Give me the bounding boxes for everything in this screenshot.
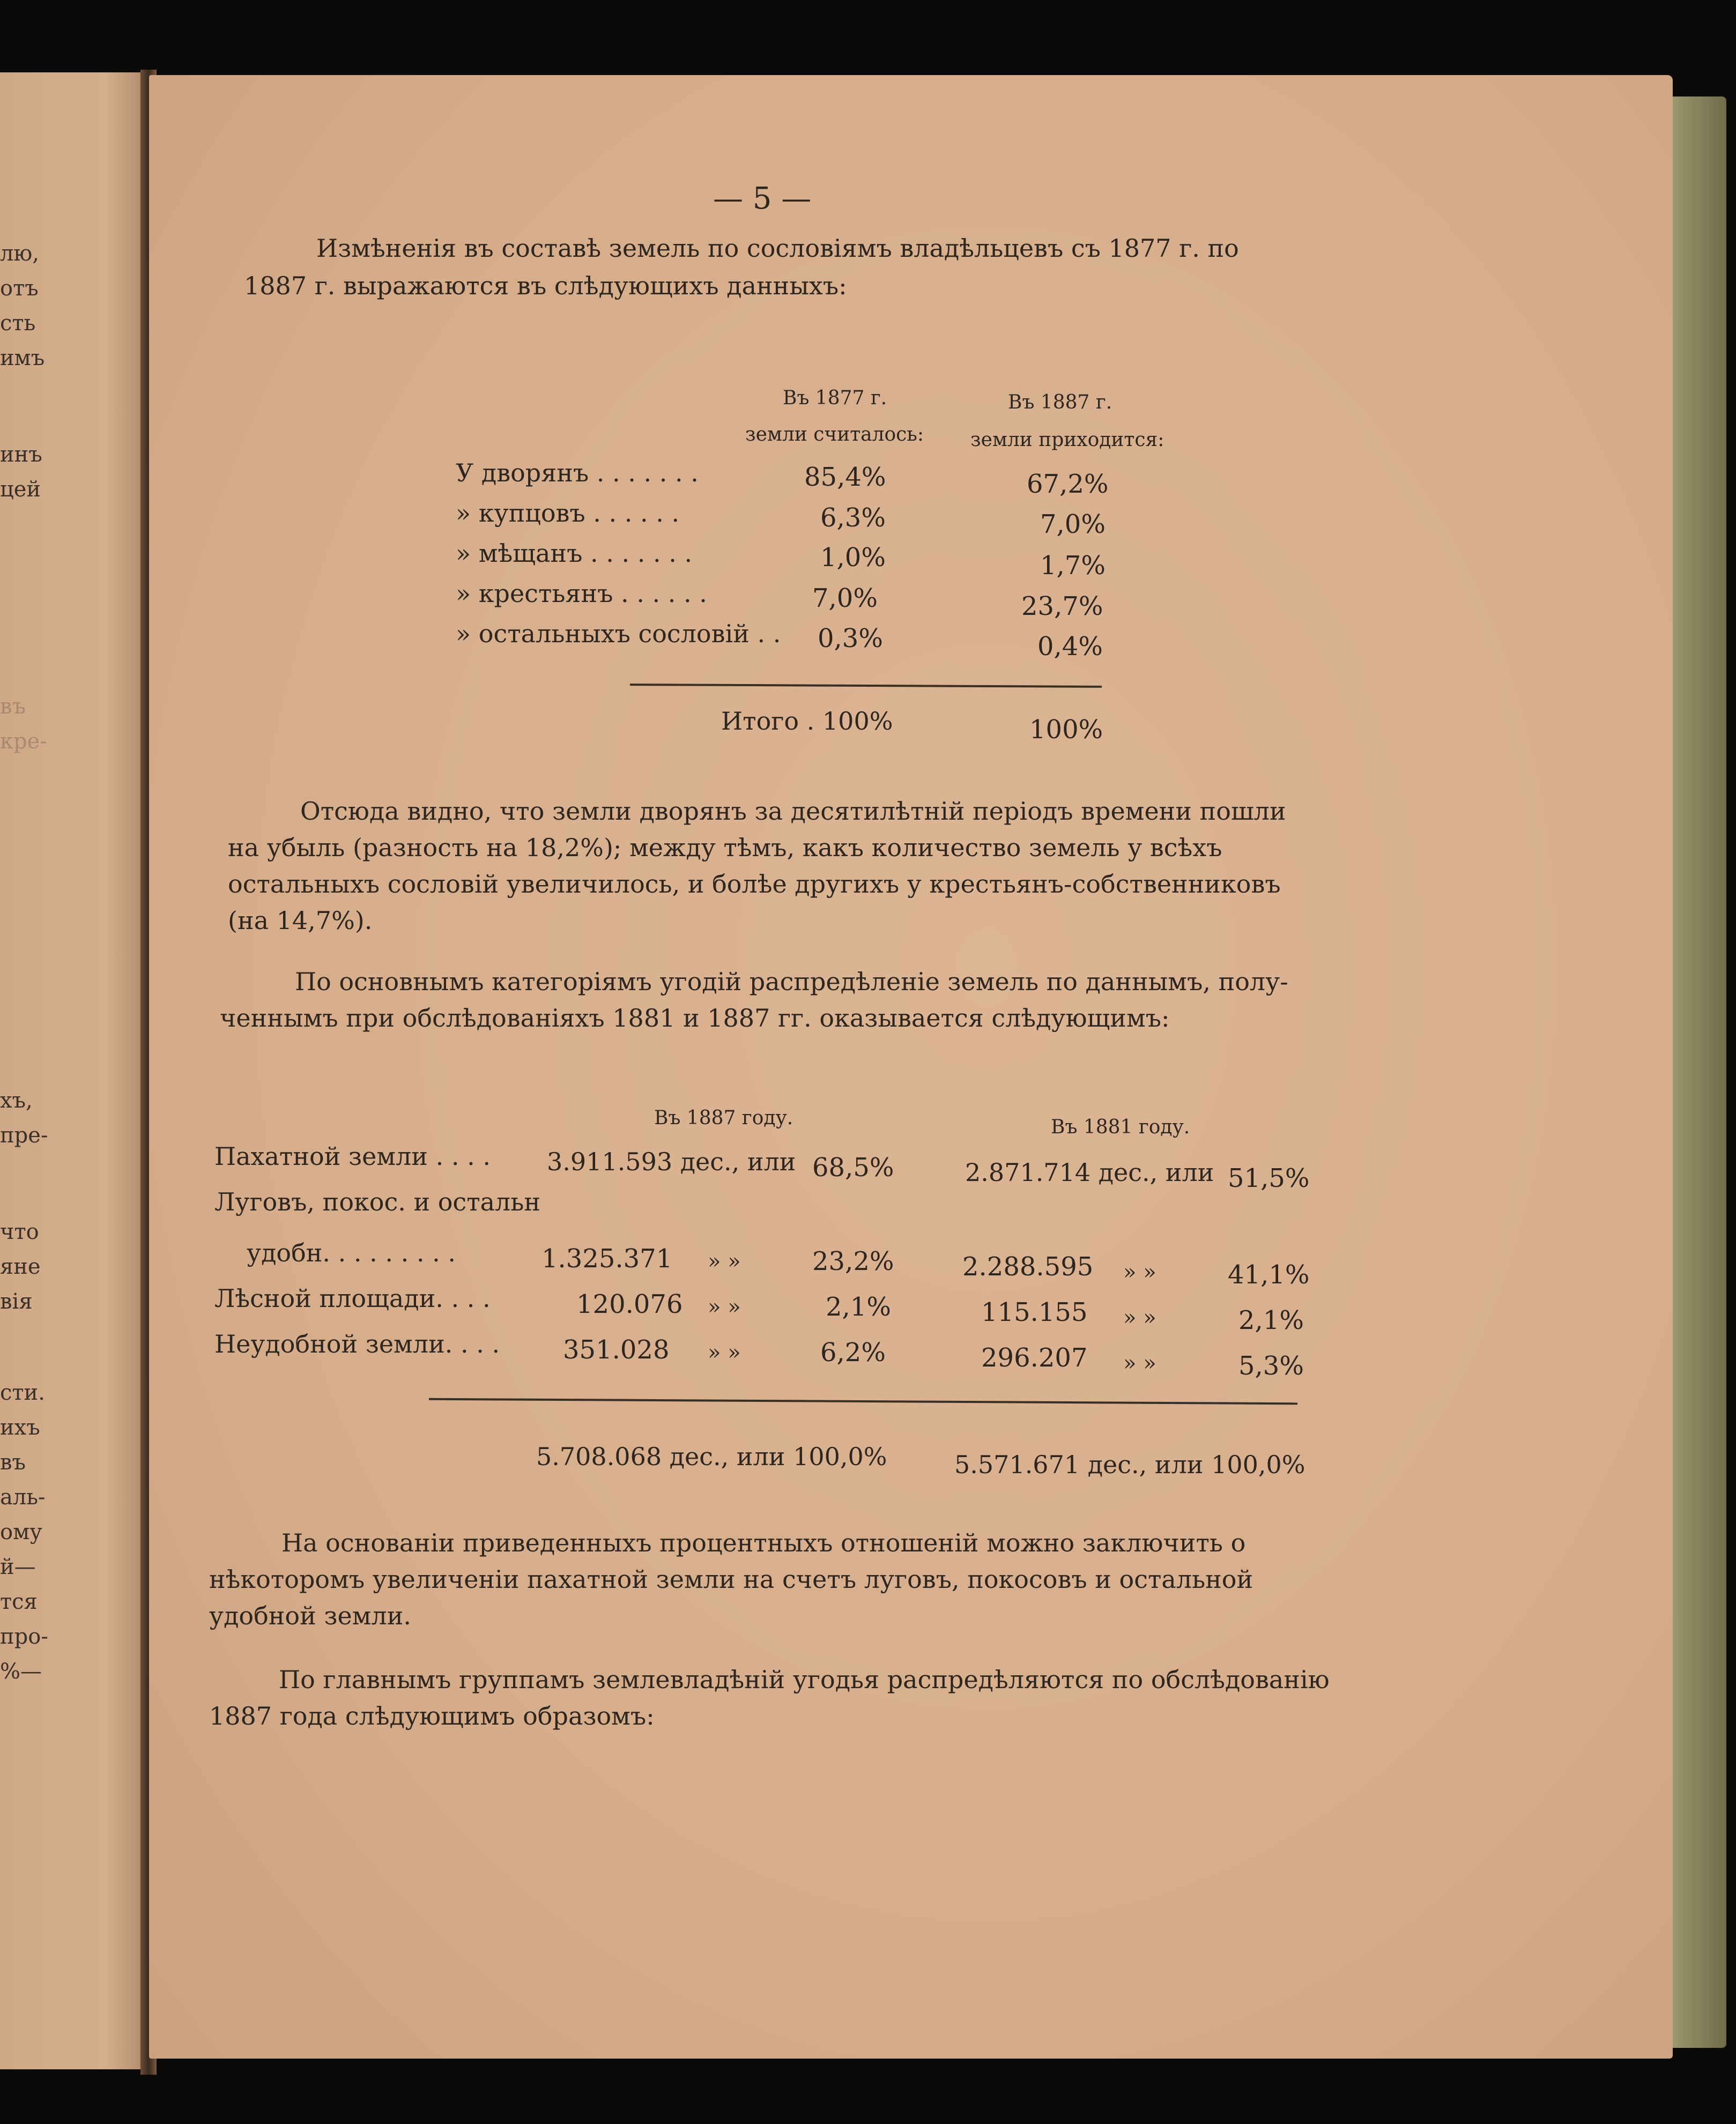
t1-row-1877: 85,4% — [804, 462, 886, 492]
intro-line-1: Измѣненія въ составѣ земель по сословіямъ владѣльцевъ съ 1877 г. по — [316, 234, 1239, 263]
t1-row-label: » остальныхъ сословій . . — [456, 619, 781, 648]
t2-row-pct-1881: 5,3% — [1238, 1351, 1304, 1381]
left-fragment: въ — [0, 1450, 26, 1475]
t1-col2-header-1: Въ 1887 г. — [1008, 391, 1112, 413]
t2-row-amount-1887: 3.911.593 дес., или — [547, 1147, 796, 1176]
t2-row-label: Луговъ, покос. и остальн — [214, 1187, 540, 1216]
page-number: — 5 — — [713, 181, 812, 216]
t2-row-ditto-1881: » » — [1123, 1305, 1156, 1330]
t2-row-pct-1881: 2,1% — [1238, 1305, 1304, 1335]
t2-row-pct-1887: 68,5% — [812, 1153, 894, 1183]
para4-line-1: На основаніи приведенныхъ процентныхъ отношеній можно заключить о — [281, 1528, 1246, 1557]
left-fragment: сти. — [0, 1380, 45, 1405]
document-page — [149, 75, 1673, 2059]
t1-row-1887: 67,2% — [1027, 469, 1109, 499]
t1-col1-header-1: Въ 1877 г. — [783, 387, 887, 409]
left-fragment: %— — [0, 1659, 42, 1684]
para3-line-1: По основнымъ категоріямъ угодій распредѣленіе земель по даннымъ, полу- — [295, 967, 1288, 996]
left-fragment: про- — [0, 1624, 48, 1649]
t2-row-label: Лѣсной площади. . . . — [214, 1284, 491, 1313]
para4-line-3: удобной земли. — [209, 1601, 412, 1630]
t2-row-amount-1887: 1.325.371 — [541, 1244, 673, 1274]
t2-row-amount-1887: 120.076 — [576, 1289, 683, 1319]
t1-total-1887: 100% — [1029, 715, 1103, 745]
para4-line-2: нѣкоторомъ увеличеніи пахатной земли на счетъ луговъ, покосовъ и остальной — [209, 1565, 1253, 1594]
para2-line-3: остальныхъ сословій увеличилось, и болѣе другихъ у крестьянъ-собственниковъ — [228, 870, 1281, 898]
left-fragment: ихъ — [0, 1415, 40, 1440]
t1-col2-header-2: земли приходится: — [970, 429, 1164, 451]
t2-row-amount-1881: 2.288.595 — [962, 1252, 1094, 1282]
para3-line-2: ченнымъ при обслѣдованіяхъ 1881 и 1887 гг. оказывается слѣдующимъ: — [220, 1004, 1170, 1033]
t2-row-pct-1887: 23,2% — [812, 1246, 894, 1276]
para2-line-2: на убыль (разность на 18,2%); между тѣмъ, какъ количество земель у всѣхъ — [228, 833, 1222, 862]
t2-row-pct-1881: 41,1% — [1228, 1260, 1310, 1290]
left-fragment: тся — [0, 1590, 38, 1614]
t2-row-ditto-1881: » » — [1123, 1351, 1156, 1376]
t1-row-1887: 23,7% — [1021, 591, 1103, 621]
para2-line-1: Отсюда видно, что земли дворянъ за десятилѣтній періодъ времени пошли — [300, 797, 1286, 826]
left-fragment: вія — [0, 1289, 33, 1314]
t2-row-pct-1887: 6,2% — [820, 1338, 886, 1368]
t2-row-ditto-1881: » » — [1123, 1260, 1156, 1284]
t2-row-amount-1881: 115.155 — [981, 1297, 1088, 1327]
para5-line-2: 1887 года слѣдующимъ образомъ: — [209, 1702, 655, 1731]
left-fragment: что — [0, 1220, 39, 1244]
left-fragment: ому — [0, 1520, 42, 1544]
t2-header-1881: Въ 1881 году. — [1051, 1116, 1190, 1138]
t1-row-1887: 1,7% — [1040, 551, 1106, 581]
left-fragment: сть — [0, 311, 36, 336]
t2-row-amount-1881: 2.871.714 дес., или — [965, 1158, 1214, 1187]
t1-col1-header-2: земли считалось: — [745, 424, 924, 445]
t2-row-pct-1881: 51,5% — [1228, 1163, 1310, 1193]
t2-row-label: удобн. . . . . . . . . — [247, 1238, 456, 1267]
t2-row-pct-1887: 2,1% — [826, 1292, 891, 1322]
t1-row-1887: 7,0% — [1040, 509, 1106, 539]
left-fragment: инъ — [0, 442, 42, 467]
left-fragment: аль- — [0, 1485, 46, 1510]
t1-row-label: » крестьянъ . . . . . . — [456, 579, 707, 608]
t1-row-1877: 1,0% — [820, 543, 886, 573]
t2-total-1881: 5.571.671 дес., или 100,0% — [954, 1450, 1305, 1479]
t1-row-1887: 0,4% — [1037, 632, 1103, 662]
left-facing-page — [0, 72, 150, 2069]
intro-line-2: 1887 г. выражаются въ слѣдующихъ данныхъ: — [244, 271, 847, 300]
left-fragment: яне — [0, 1254, 41, 1279]
left-fragment: й— — [0, 1555, 36, 1579]
t1-row-1877: 6,3% — [820, 503, 886, 533]
left-fragment: имъ — [0, 346, 45, 370]
t2-row-ditto-1887: » » — [708, 1340, 741, 1365]
left-fragment: хъ, — [0, 1088, 33, 1113]
left-fragment: пре- — [0, 1123, 48, 1148]
t1-total-label: Итого . 100% — [721, 707, 893, 736]
left-fragment: кре- — [0, 729, 47, 754]
t1-row-label: » мѣщанъ . . . . . . . — [456, 539, 693, 568]
t2-row-label: Неудобной земли. . . . — [214, 1330, 500, 1358]
t2-row-label: Пахатной земли . . . . — [214, 1142, 491, 1171]
t2-row-ditto-1887: » » — [708, 1295, 741, 1319]
t1-row-1877: 7,0% — [812, 583, 878, 613]
t2-row-amount-1881: 296.207 — [981, 1343, 1088, 1373]
left-fragment: цей — [0, 477, 41, 502]
para5-line-1: По главнымъ группамъ землевладѣній угодья распредѣляются по обслѣдованію — [279, 1665, 1330, 1694]
t2-header-1887: Въ 1887 году. — [654, 1107, 793, 1129]
t2-row-ditto-1887: » » — [708, 1249, 741, 1274]
left-fragment: отъ — [0, 276, 39, 301]
t2-row-amount-1887: 351.028 — [563, 1335, 670, 1365]
para2-line-4: (на 14,7%). — [228, 906, 373, 935]
left-fragment: лю, — [0, 241, 39, 266]
t1-row-label: У дворянъ . . . . . . . — [456, 458, 699, 487]
t1-row-label: » купцовъ . . . . . . — [456, 499, 680, 528]
t2-total-1887: 5.708.068 дес., или 100,0% — [536, 1442, 887, 1471]
t1-row-1877: 0,3% — [818, 623, 883, 653]
left-fragment: въ — [0, 694, 26, 719]
